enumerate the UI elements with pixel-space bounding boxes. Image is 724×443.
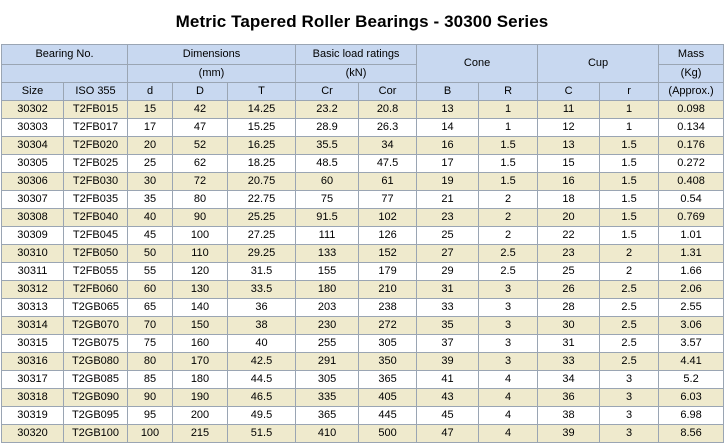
cell-cor: 305 [359, 335, 417, 353]
cell-C: 15 [538, 155, 600, 173]
cell-C: 30 [538, 317, 600, 335]
table-row [2, 407, 724, 425]
cell-d: 35 [128, 191, 173, 209]
cell-T: 49.5 [228, 407, 296, 425]
header-load-units: (kN) [296, 65, 417, 83]
cell-cr: 305 [296, 371, 359, 389]
cell-cr: 75 [296, 191, 359, 209]
cell-d: 25 [128, 155, 173, 173]
cell-C: 20 [538, 209, 600, 227]
table-row [2, 155, 724, 173]
cell-size: 30308 [2, 209, 64, 227]
cell-C: 18 [538, 191, 600, 209]
cell-iso: T2GB090 [64, 389, 128, 407]
cell-mass: 3.57 [659, 335, 724, 353]
cell-cr: 255 [296, 335, 359, 353]
header-mass-units: (Kg) [659, 65, 724, 83]
cell-d: 15 [128, 101, 173, 119]
cell-cr: 180 [296, 281, 359, 299]
cell-mass: 6.98 [659, 407, 724, 425]
cell-C: 11 [538, 101, 600, 119]
cell-iso: T2FB017 [64, 119, 128, 137]
cell-C: 12 [538, 119, 600, 137]
cell-T: 44.5 [228, 371, 296, 389]
column-header-B: B [417, 83, 479, 101]
cell-B: 23 [417, 209, 479, 227]
cell-D: 62 [173, 155, 228, 173]
cell-cor: 61 [359, 173, 417, 191]
cell-R: 1 [479, 101, 538, 119]
cell-iso: T2GB080 [64, 353, 128, 371]
cell-mass: 0.54 [659, 191, 724, 209]
cell-mass: 0.134 [659, 119, 724, 137]
table-row [2, 119, 724, 137]
cell-iso: T2GB075 [64, 335, 128, 353]
bearings-table [1, 44, 724, 443]
cell-iso: T2GB065 [64, 299, 128, 317]
cell-cr: 291 [296, 353, 359, 371]
cell-mass: 0.098 [659, 101, 724, 119]
cell-cr: 335 [296, 389, 359, 407]
table-body [2, 101, 724, 443]
cell-R: 2.5 [479, 263, 538, 281]
cell-d: 65 [128, 299, 173, 317]
cell-size: 30309 [2, 227, 64, 245]
table-row [2, 227, 724, 245]
header-dimensions: Dimensions [128, 45, 296, 65]
table-row [2, 137, 724, 155]
cell-R: 4 [479, 389, 538, 407]
cell-cor: 126 [359, 227, 417, 245]
cell-size: 30307 [2, 191, 64, 209]
cell-d: 90 [128, 389, 173, 407]
cell-T: 22.75 [228, 191, 296, 209]
cell-d: 60 [128, 281, 173, 299]
cell-C: 38 [538, 407, 600, 425]
cell-B: 41 [417, 371, 479, 389]
cell-mass: 1.66 [659, 263, 724, 281]
header-load-ratings: Basic load ratings [296, 45, 417, 65]
table-row [2, 299, 724, 317]
column-header-D: D [173, 83, 228, 101]
cell-T: 25.25 [228, 209, 296, 227]
cell-r: 3 [600, 407, 659, 425]
cell-T: 29.25 [228, 245, 296, 263]
cell-cr: 365 [296, 407, 359, 425]
cell-size: 30316 [2, 353, 64, 371]
cell-R: 3 [479, 317, 538, 335]
cell-size: 30318 [2, 389, 64, 407]
cell-C: 28 [538, 299, 600, 317]
cell-B: 17 [417, 155, 479, 173]
cell-D: 150 [173, 317, 228, 335]
cell-D: 160 [173, 335, 228, 353]
cell-T: 20.75 [228, 173, 296, 191]
table-row [2, 263, 724, 281]
cell-size: 30314 [2, 317, 64, 335]
cell-cor: 500 [359, 425, 417, 443]
cell-d: 20 [128, 137, 173, 155]
cell-d: 95 [128, 407, 173, 425]
cell-R: 1.5 [479, 137, 538, 155]
cell-r: 3 [600, 425, 659, 443]
cell-mass: 1.31 [659, 245, 724, 263]
cell-D: 110 [173, 245, 228, 263]
cell-C: 36 [538, 389, 600, 407]
cell-D: 52 [173, 137, 228, 155]
cell-T: 42.5 [228, 353, 296, 371]
cell-size: 30302 [2, 101, 64, 119]
cell-R: 3 [479, 281, 538, 299]
cell-cor: 47.5 [359, 155, 417, 173]
cell-C: 33 [538, 353, 600, 371]
cell-d: 40 [128, 209, 173, 227]
cell-C: 25 [538, 263, 600, 281]
cell-cor: 272 [359, 317, 417, 335]
table-row [2, 191, 724, 209]
table-row [2, 353, 724, 371]
table-row [2, 425, 724, 443]
cell-mass: 2.55 [659, 299, 724, 317]
cell-r: 2 [600, 263, 659, 281]
cell-C: 39 [538, 425, 600, 443]
cell-B: 47 [417, 425, 479, 443]
cell-r: 3 [600, 371, 659, 389]
cell-cr: 230 [296, 317, 359, 335]
cell-T: 40 [228, 335, 296, 353]
cell-cr: 203 [296, 299, 359, 317]
cell-B: 14 [417, 119, 479, 137]
cell-R: 4 [479, 371, 538, 389]
column-header-cor: Cor [359, 83, 417, 101]
cell-size: 30306 [2, 173, 64, 191]
table-row [2, 209, 724, 227]
page-title: Metric Tapered Roller Bearings - 30300 Series [175, 12, 549, 31]
cell-D: 200 [173, 407, 228, 425]
cell-T: 51.5 [228, 425, 296, 443]
cell-iso: T2FB045 [64, 227, 128, 245]
cell-D: 80 [173, 191, 228, 209]
cell-mass: 0.176 [659, 137, 724, 155]
cell-r: 1.5 [600, 227, 659, 245]
cell-r: 2.5 [600, 299, 659, 317]
table-header [2, 45, 724, 101]
cell-cor: 20.8 [359, 101, 417, 119]
cell-r: 3 [600, 389, 659, 407]
table-row [2, 281, 724, 299]
cell-size: 30310 [2, 245, 64, 263]
cell-T: 16.25 [228, 137, 296, 155]
header-row-groups [2, 45, 724, 65]
cell-C: 34 [538, 371, 600, 389]
cell-r: 1.5 [600, 137, 659, 155]
table-row [2, 317, 724, 335]
cell-B: 19 [417, 173, 479, 191]
cell-mass: 2.06 [659, 281, 724, 299]
cell-B: 16 [417, 137, 479, 155]
cell-B: 25 [417, 227, 479, 245]
cell-B: 39 [417, 353, 479, 371]
cell-D: 215 [173, 425, 228, 443]
cell-iso: T2FB035 [64, 191, 128, 209]
cell-iso: T2FB030 [64, 173, 128, 191]
cell-cor: 238 [359, 299, 417, 317]
header-cone: Cone [417, 45, 538, 83]
cell-d: 30 [128, 173, 173, 191]
cell-size: 30315 [2, 335, 64, 353]
cell-iso: T2FB020 [64, 137, 128, 155]
header-bearing-no-units [2, 65, 128, 83]
cell-T: 38 [228, 317, 296, 335]
cell-iso: T2FB050 [64, 245, 128, 263]
cell-d: 70 [128, 317, 173, 335]
cell-T: 46.5 [228, 389, 296, 407]
cell-D: 90 [173, 209, 228, 227]
cell-size: 30304 [2, 137, 64, 155]
cell-size: 30319 [2, 407, 64, 425]
cell-cr: 48.5 [296, 155, 359, 173]
cell-B: 37 [417, 335, 479, 353]
cell-R: 2 [479, 227, 538, 245]
cell-C: 23 [538, 245, 600, 263]
cell-T: 31.5 [228, 263, 296, 281]
cell-cor: 405 [359, 389, 417, 407]
cell-cr: 91.5 [296, 209, 359, 227]
cell-D: 47 [173, 119, 228, 137]
cell-r: 1.5 [600, 155, 659, 173]
cell-R: 2 [479, 209, 538, 227]
cell-B: 29 [417, 263, 479, 281]
cell-r: 2.5 [600, 281, 659, 299]
cell-d: 85 [128, 371, 173, 389]
cell-iso: T2GB070 [64, 317, 128, 335]
cell-size: 30317 [2, 371, 64, 389]
column-header-R: R [479, 83, 538, 101]
cell-R: 1 [479, 119, 538, 137]
cell-iso: T2FB060 [64, 281, 128, 299]
cell-R: 2 [479, 191, 538, 209]
header-mass: Mass [659, 45, 724, 65]
cell-mass: 0.408 [659, 173, 724, 191]
cell-R: 3 [479, 299, 538, 317]
cell-cor: 445 [359, 407, 417, 425]
cell-r: 1.5 [600, 173, 659, 191]
cell-R: 3 [479, 353, 538, 371]
cell-iso: T2FB055 [64, 263, 128, 281]
cell-d: 55 [128, 263, 173, 281]
cell-mass: 0.272 [659, 155, 724, 173]
cell-size: 30312 [2, 281, 64, 299]
cell-cr: 23.2 [296, 101, 359, 119]
cell-size: 30320 [2, 425, 64, 443]
table-row [2, 371, 724, 389]
cell-T: 33.5 [228, 281, 296, 299]
cell-cor: 350 [359, 353, 417, 371]
cell-B: 43 [417, 389, 479, 407]
header-cup: Cup [538, 45, 659, 83]
cell-R: 2.5 [479, 245, 538, 263]
cell-cor: 102 [359, 209, 417, 227]
table-row [2, 335, 724, 353]
cell-D: 120 [173, 263, 228, 281]
header-dimensions-units: (mm) [128, 65, 296, 83]
cell-iso: T2FB025 [64, 155, 128, 173]
cell-iso: T2FB015 [64, 101, 128, 119]
cell-R: 4 [479, 425, 538, 443]
cell-mass: 3.06 [659, 317, 724, 335]
cell-D: 190 [173, 389, 228, 407]
cell-D: 42 [173, 101, 228, 119]
cell-r: 2 [600, 245, 659, 263]
cell-B: 31 [417, 281, 479, 299]
cell-mass: 1.01 [659, 227, 724, 245]
cell-D: 130 [173, 281, 228, 299]
cell-d: 17 [128, 119, 173, 137]
column-header-size: Size [2, 83, 64, 101]
cell-T: 14.25 [228, 101, 296, 119]
cell-iso: T2GB085 [64, 371, 128, 389]
header-row-columns [2, 83, 724, 101]
cell-cr: 133 [296, 245, 359, 263]
table-row [2, 101, 724, 119]
cell-C: 26 [538, 281, 600, 299]
cell-B: 35 [417, 317, 479, 335]
cell-iso: T2FB040 [64, 209, 128, 227]
cell-B: 27 [417, 245, 479, 263]
cell-D: 100 [173, 227, 228, 245]
cell-mass: 4.41 [659, 353, 724, 371]
cell-D: 72 [173, 173, 228, 191]
cell-d: 100 [128, 425, 173, 443]
cell-cr: 35.5 [296, 137, 359, 155]
cell-cor: 26.3 [359, 119, 417, 137]
table-row [2, 245, 724, 263]
column-header-d: d [128, 83, 173, 101]
cell-cor: 179 [359, 263, 417, 281]
cell-cr: 410 [296, 425, 359, 443]
cell-size: 30305 [2, 155, 64, 173]
cell-cr: 28.9 [296, 119, 359, 137]
cell-iso: T2GB100 [64, 425, 128, 443]
cell-r: 1.5 [600, 209, 659, 227]
cell-C: 22 [538, 227, 600, 245]
cell-R: 1.5 [479, 155, 538, 173]
cell-C: 13 [538, 137, 600, 155]
cell-D: 140 [173, 299, 228, 317]
cell-B: 21 [417, 191, 479, 209]
cell-r: 2.5 [600, 317, 659, 335]
header-bearing-no: Bearing No. [2, 45, 128, 65]
cell-mass: 5.2 [659, 371, 724, 389]
cell-r: 1 [600, 101, 659, 119]
cell-T: 36 [228, 299, 296, 317]
cell-mass: 6.03 [659, 389, 724, 407]
cell-cor: 152 [359, 245, 417, 263]
cell-R: 1.5 [479, 173, 538, 191]
column-header-r: r [600, 83, 659, 101]
cell-cr: 60 [296, 173, 359, 191]
column-header-T: T [228, 83, 296, 101]
cell-C: 31 [538, 335, 600, 353]
cell-r: 2.5 [600, 335, 659, 353]
column-header-C: C [538, 83, 600, 101]
cell-mass: 0.769 [659, 209, 724, 227]
cell-B: 13 [417, 101, 479, 119]
cell-B: 33 [417, 299, 479, 317]
cell-cor: 210 [359, 281, 417, 299]
column-header-iso: ISO 355 [64, 83, 128, 101]
cell-r: 1.5 [600, 191, 659, 209]
cell-d: 45 [128, 227, 173, 245]
cell-r: 1 [600, 119, 659, 137]
cell-T: 18.25 [228, 155, 296, 173]
table-row [2, 173, 724, 191]
cell-cr: 155 [296, 263, 359, 281]
cell-cor: 34 [359, 137, 417, 155]
table-row [2, 389, 724, 407]
cell-C: 16 [538, 173, 600, 191]
cell-d: 50 [128, 245, 173, 263]
cell-mass: 8.56 [659, 425, 724, 443]
cell-R: 4 [479, 407, 538, 425]
cell-B: 45 [417, 407, 479, 425]
cell-size: 30303 [2, 119, 64, 137]
cell-d: 80 [128, 353, 173, 371]
cell-T: 15.25 [228, 119, 296, 137]
cell-cor: 77 [359, 191, 417, 209]
cell-T: 27.25 [228, 227, 296, 245]
cell-d: 75 [128, 335, 173, 353]
cell-D: 170 [173, 353, 228, 371]
cell-size: 30313 [2, 299, 64, 317]
cell-cor: 365 [359, 371, 417, 389]
cell-iso: T2GB095 [64, 407, 128, 425]
cell-size: 30311 [2, 263, 64, 281]
column-header-approx: (Approx.) [659, 83, 724, 101]
column-header-cr: Cr [296, 83, 359, 101]
cell-cr: 111 [296, 227, 359, 245]
cell-R: 3 [479, 335, 538, 353]
cell-D: 180 [173, 371, 228, 389]
cell-r: 2.5 [600, 353, 659, 371]
